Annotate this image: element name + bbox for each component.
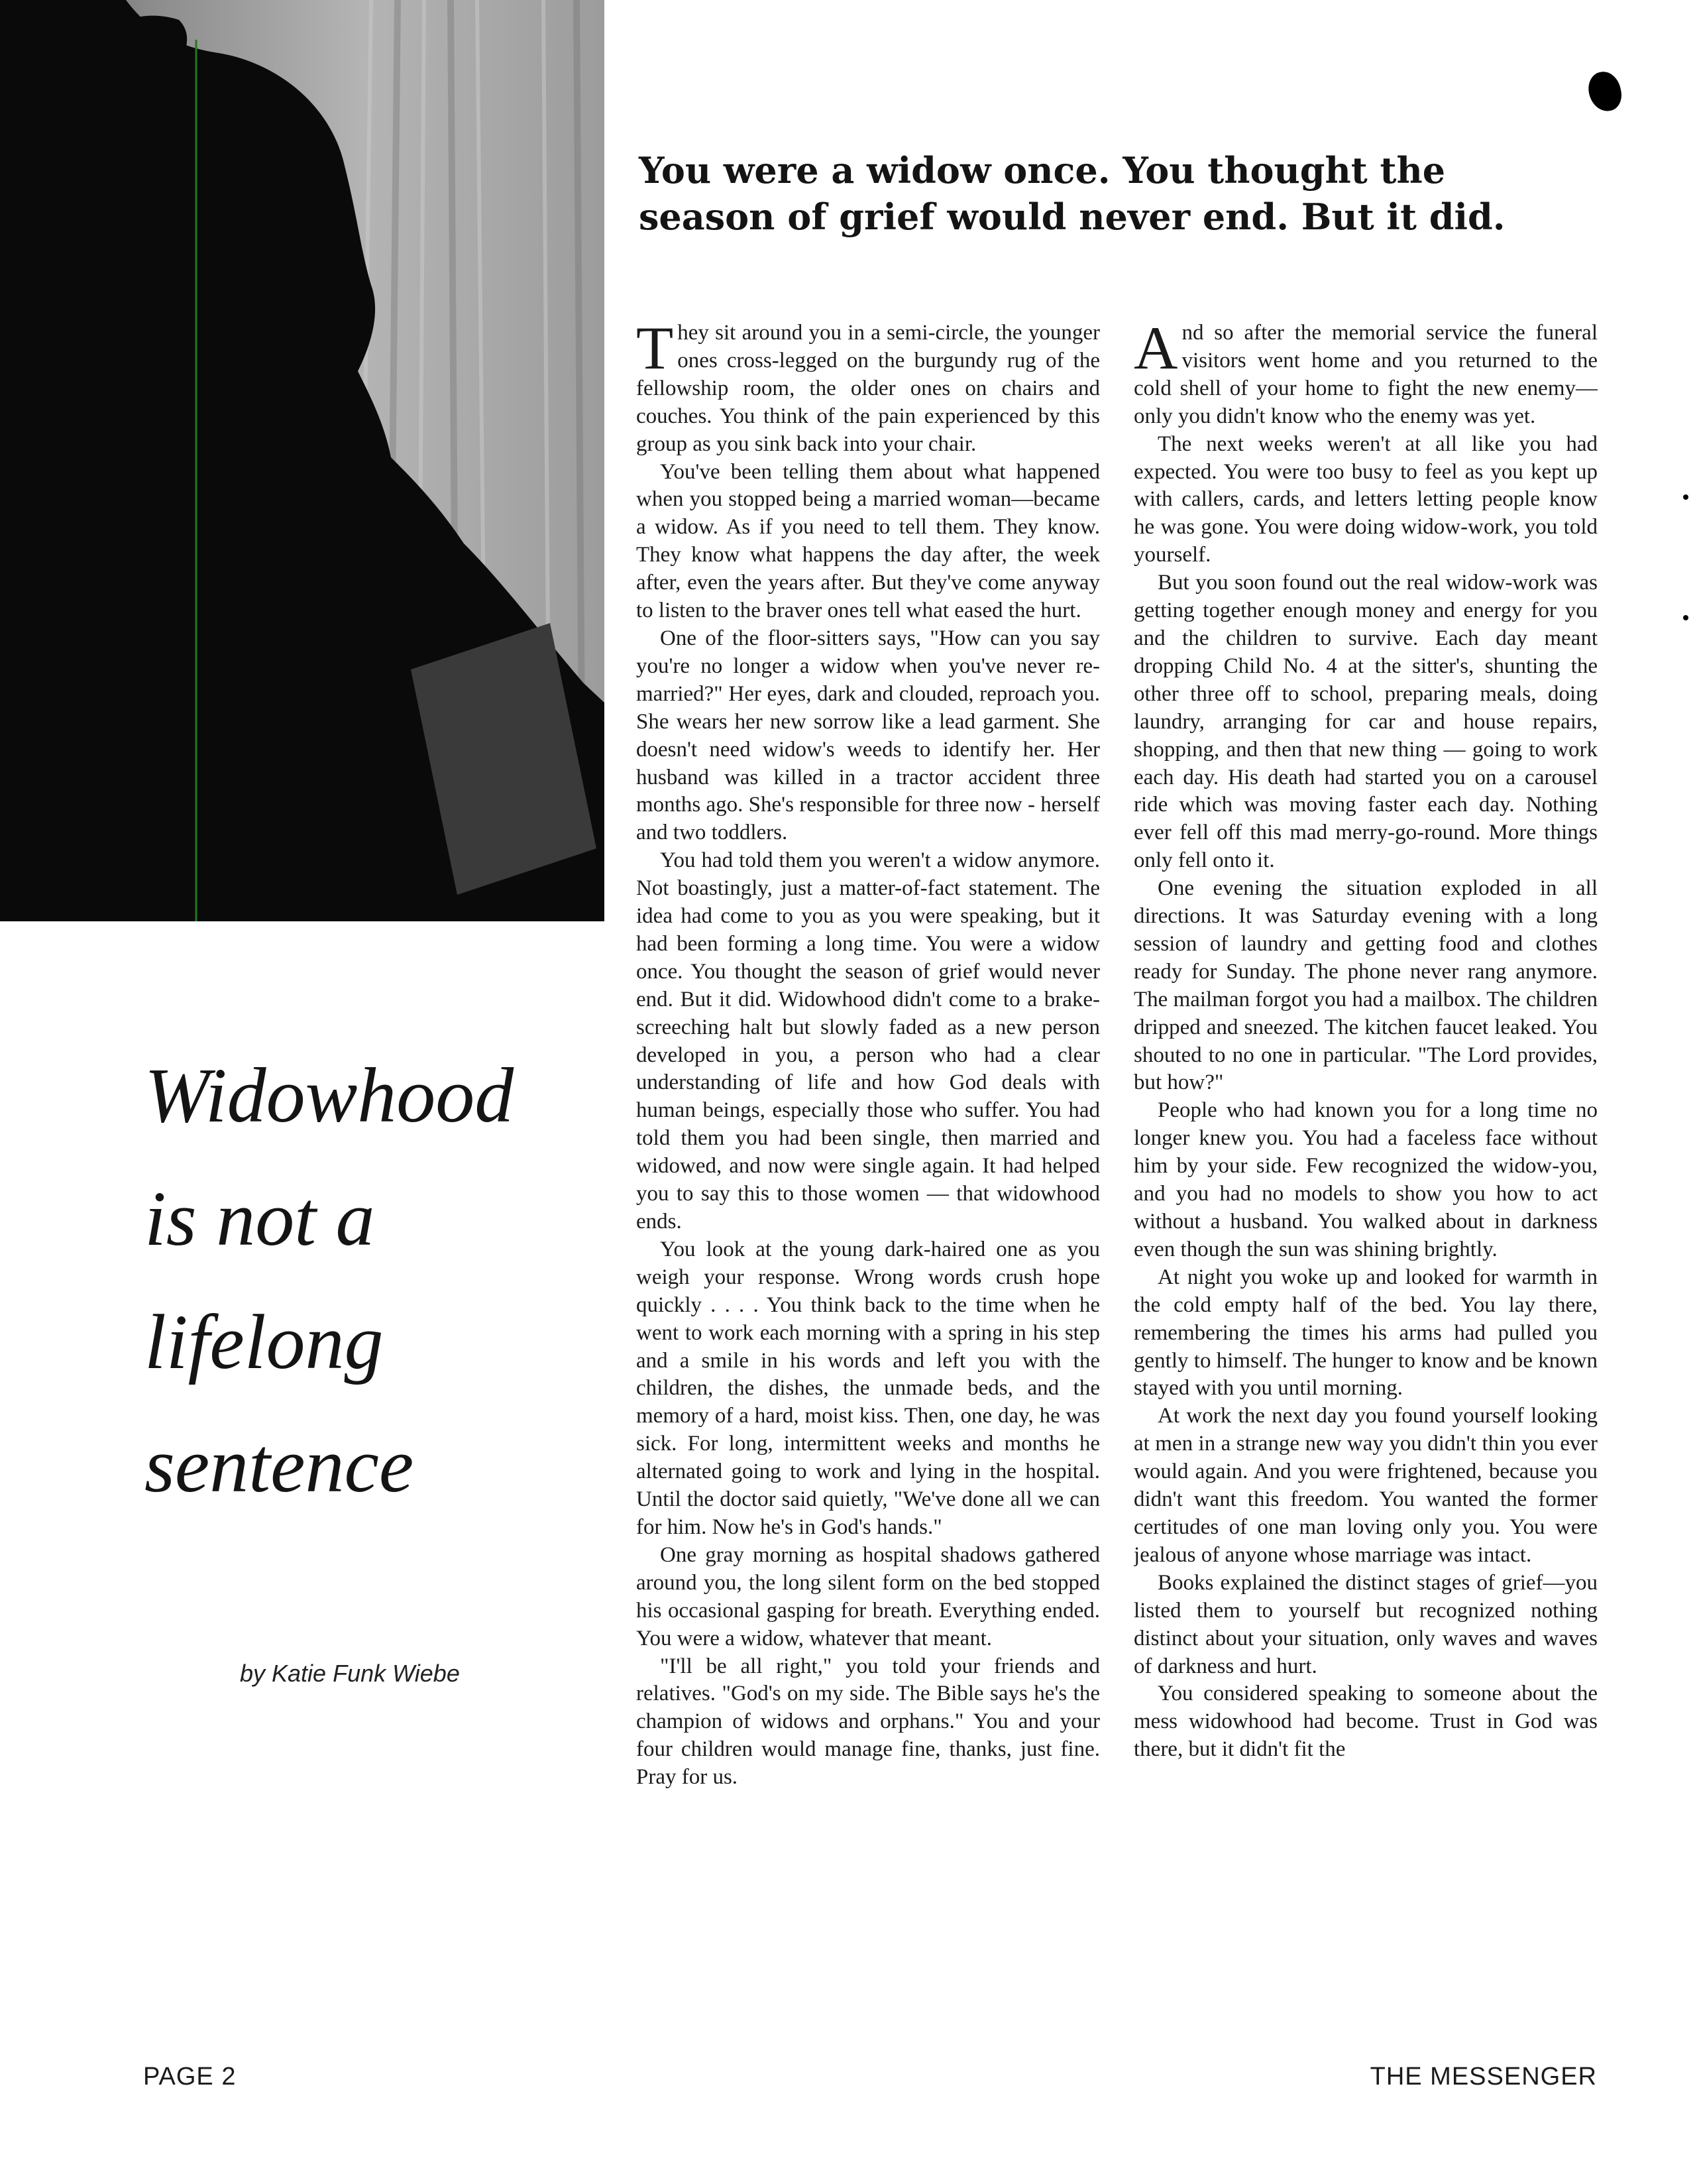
publication-name: THE MESSENGER xyxy=(1370,2063,1597,2091)
paragraph: But you soon found out the real widow-work was getting together enough money and energy for you and the children to survive. Each day meant dropping Child No. 4 at the sitter's, shunting the other three off to school, preparing meals, doing laundry, arranging for car and house repairs, shopping, and then that new thing — going to work each day. His death had started you on a carousel ride which was moving faster each day. Nothing ever fell off this mad merry-go-round. More things only fell onto it. xyxy=(1134,571,1598,873)
paragraph: Books explained the distinct stages of grief—you listed them to yourself but recognized nothing distinct about your situation, only waves and waves of darkness and hurt. xyxy=(1134,1570,1598,1678)
drop-cap: T xyxy=(636,319,674,382)
ink-speck xyxy=(1683,494,1688,500)
ink-speck xyxy=(1683,615,1688,620)
byline: by Katie Funk Wiebe xyxy=(240,1660,460,1687)
paragraph: One evening the situation exploded in all directions. It was Saturday evening with a long session of laundry and getting food and clothes ready for Sunday. The phone never rang anymore. The mailman forgot you had a mailbox. The children dripped and sneezed. The kitchen faucet leaked. You shouted to no one in particular. "The Lord provides, but how?" xyxy=(1134,876,1598,1095)
paragraph: At night you woke up and looked for warmth in the cold empty half of the bed. You lay there, remembering the times his arms had pulled you gently to himself. The hunger to know and be known stayed with you until morning. xyxy=(1134,1265,1598,1401)
page-number: PAGE 2 xyxy=(143,2063,237,2091)
title-line: lifelong xyxy=(144,1298,384,1385)
paragraph: You've been telling them about what happened when you stopped being a married woman—became a widow. As if you need to tell them. They know. They know what happens the day after, the week after, even the years after. But they've come anyway to listen to the braver ones tell what eased the hurt. xyxy=(636,459,1100,623)
paragraph: The next weeks weren't at all like you had expected. You were too busy to feel as you kept up with callers, cards, and letters letting people know he was gone. You were doing widow-work, you told yourself. xyxy=(1134,431,1598,567)
silhouette-photo xyxy=(0,0,604,921)
paragraph: One gray morning as hospital shadows gathered around you, the long silent form on the bed stopped his occasional gasping for breath. Everything ended. You were a widow, whatever that meant. xyxy=(636,1542,1100,1650)
drop-cap: A xyxy=(1134,319,1178,382)
title-line: Widowhood xyxy=(144,1052,514,1139)
paragraph: People who had known you for a long time no longer knew you. You had a faceless face without him by your side. Few recognized the widow-you, and you had no models to show you how to act without a husband. You walked about in darkness even though the sun was shining brightly. xyxy=(1134,1098,1598,1261)
paragraph: You had told them you weren't a widow anymore. Not boastingly, just a matter-of-fact statement. The idea had come to you as you were speaking, but it had been forming a long time. You were a widow once. You thought the season of grief would never end. But it did. Widowhood didn't come to a brake-screeching halt but slowly faded as a new person developed in you, a person who had a clear understanding of life and how God deals with human beings, especially those who suffer. You had told them you had been single, then married and widowed, and now were single again. It had helped you to say this to those women — that widowhood ends. xyxy=(636,848,1100,1234)
paragraph: You look at the young dark-haired one as you weigh your response. Wrong words crush hope quickly . . . . You think back to the time when he went to work each morning with a spring in his step and a smile in his words and left you with the children, the dishes, the unmade beds, and the memory of a hard, moist kiss. Then, one day, he was sick. For long, intermittent weeks and months he alternated going to work and lying in the hospital. Until the doctor said quietly, "We've done all we can for him. Now he's in God's hands." xyxy=(636,1237,1100,1539)
paragraph: They sit around you in a semi-circle, the younger ones cross-legged on the burgundy rug of the fellowship room, the older ones on chairs and couches. You think of the pain experienced by this group as you sink back into your chair. xyxy=(636,319,1100,456)
silhouette-photo-icon xyxy=(0,0,604,921)
ink-blot-mark xyxy=(1585,69,1624,115)
headline: You were a widow once. You thought the season of grief would never end. But it did. xyxy=(639,149,1506,238)
paragraph: You considered speaking to someone about the mess widowhood had become. Trust in God was there, but it didn't fit the xyxy=(1134,1682,1598,1762)
paragraph: At work the next day you found yourself looking at men in a strange new way you didn't thin you ever would again. And you were frightened, because you didn't want this freedom. You wanted the former certitudes of one man loving only you. You were jealous of anyone whose marriage was intact. xyxy=(1134,1404,1598,1567)
article-title xyxy=(144,1034,595,1527)
article-column-1 xyxy=(636,319,1100,2051)
paragraph: And so after the memorial service the funeral visitors went home and you returned to the cold shell of your home to fight the new enemy—only you didn't know who the enemy was yet. xyxy=(1134,319,1598,428)
article-column-2 xyxy=(1134,319,1598,2051)
title-line: is not a xyxy=(144,1175,375,1262)
title-line: sentence xyxy=(144,1422,414,1509)
paragraph: One of the floor-sitters says, "How can you say you're no longer a widow when you've never re-married?" Her eyes, dark and clouded, reproach you. She wears her new sorrow like a lead garment. She doesn't need widow's weeds to identify her. Her husband was killed in a tractor accident three months ago. She's responsible for three now - herself and two toddlers. xyxy=(636,626,1100,845)
paragraph: "I'll be all right," you told your friends and relatives. "God's on my side. The Bible says he's the champion of widows and orphans." You and your four children would manage fine, thanks, just fine. Pray for us. xyxy=(636,1654,1100,1790)
